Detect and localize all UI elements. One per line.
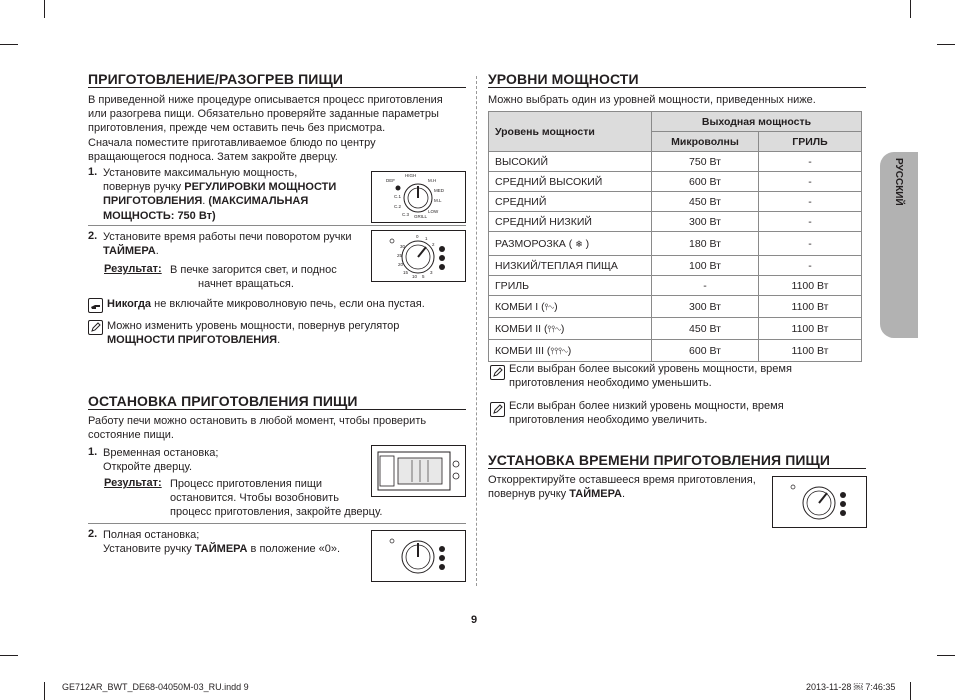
power-change-note [107,319,467,347]
micro-cell: 300 Вт [652,296,759,318]
max-power-note: МОЩНОСТЬ: 750 Вт) [103,209,216,222]
note-text: приготовления необходимо уменьшить. [509,377,712,390]
cooking-title: ПРИГОТОВЛЕНИЕ/РАЗОГРЕВ ПИЩИ [88,71,343,87]
warning-note [107,297,467,311]
timer-line: . [621,488,625,501]
title-rule [88,87,466,88]
table-row [489,232,862,256]
step-text: . [155,245,159,258]
note-text: . [277,334,281,347]
dial-label: M.H [428,178,437,183]
grill-cell: - [759,152,862,172]
level-cell: НИЗКИЙ/ТЕПЛАЯ ПИЩА [489,256,652,276]
stopping-intro [88,414,468,442]
grill-cell: - [759,212,862,232]
header-grill: ГРИЛЬ [759,132,862,152]
crop-mark [910,0,911,18]
level-text: РАЗМОРОЗКА ( [495,237,573,250]
page-number: 9 [471,614,478,626]
timer-text [488,473,768,501]
micro-cell: 300 Вт [652,212,759,232]
result-label: Результат: [104,477,162,489]
timer-knob-name: ТАЙМЕРА [194,543,248,556]
table-row [489,296,862,318]
timer-knob-name: ТАЙМЕРА [103,245,156,258]
grill-cell: 1100 Вт [759,296,862,318]
combi-2-icon: ⫯⫯∿ [547,323,561,334]
step-divider [88,225,466,226]
step-text: Откройте дверцу. [103,461,193,474]
language-tab-label: РУССКИЙ [893,158,904,206]
step-number: 1. [88,166,98,178]
level-cell [489,232,652,256]
step-text: в положение «0». [247,543,341,556]
level-cell [489,318,652,340]
note-pencil-glyph [491,366,504,379]
table-row [489,152,862,172]
step-text: Установите время работы печи поворотом ручки [103,231,352,243]
intro-line: или разогрева пищи. Обязательно проверяйте заданные параметры [88,108,439,121]
grill-cell: 1100 Вт [759,276,862,296]
step-text: Временная остановка; [103,447,219,459]
note-text: Можно изменить уровень мощности, повернув регулятор [107,320,400,332]
dial-label: 3 [430,270,433,275]
level-cell [489,340,652,362]
note-pencil-glyph [491,403,504,416]
timer-dial-figure [371,230,466,282]
step-number: 1. [88,446,98,458]
header-microwave: Микроволны [652,132,759,152]
warning-text: не включайте микроволновую печь, если она пустая. [151,298,425,310]
step-divider [88,523,466,524]
dial-label: MED [434,188,444,193]
intro-line: приготовления, прежде чем оставить печь без присмотра. [88,122,386,135]
timer-dial-illustration [372,531,465,581]
micro-cell: 450 Вт [652,192,759,212]
timer-dial-figure [772,476,867,528]
table-row [489,192,862,212]
title-rule [88,409,466,410]
dial-label: 5 [422,274,425,279]
micro-cell: 180 Вт [652,232,759,256]
cooking-step2 [103,230,368,258]
result-text: Процесс приготовления пищи [170,478,323,490]
micro-cell: 100 Вт [652,256,759,276]
timer-dial-figure [371,530,466,582]
dial-label: 0 [416,234,419,239]
timer-title: УСТАНОВКА ВРЕМЕНИ ПРИГОТОВЛЕНИЯ ПИЩИ [488,452,831,468]
result-label: Результат: [104,263,162,275]
combi-3-icon: ⫯⫯⫯∿ [550,345,568,356]
hand-pointer-glyph [89,299,102,312]
cooking-intro [88,93,468,164]
note-pencil-icon [490,402,505,417]
crop-mark [937,44,955,45]
note-pencil-icon [490,365,505,380]
higher-power-note [509,362,849,390]
power-levels-intro: Можно выбрать один из уровней мощности, приведенных ниже. [488,94,816,106]
dial-label: 15 [403,270,409,275]
table-row [489,276,862,296]
micro-cell: - [652,276,759,296]
dial-label: C.2 [394,204,402,209]
power-levels-title: УРОВНИ МОЩНОСТИ [488,71,639,87]
timer-knob-name: ТАЙМЕРА [569,488,622,501]
level-cell: ВЫСОКИЙ [489,152,652,172]
dial-label: 10 [412,274,418,279]
max-power-note: (МАКСИМАЛЬНАЯ [208,195,309,208]
note-pencil-icon [88,320,103,335]
stopping-step1 [103,446,353,474]
intro-line: состояние пищи. [88,429,174,442]
note-text: Если выбран более высокий уровень мощности, время [509,363,792,375]
cooking-step1 [103,166,368,223]
power-knob-name: ПРИГОТОВЛЕНИЯ [103,195,203,208]
note-pencil-glyph [89,321,102,334]
micro-cell: 750 Вт [652,152,759,172]
intro-line: В приведенной ниже процедуре описывается процесс приготовления [88,94,443,106]
dial-label: M.L [434,198,442,203]
crop-mark [44,682,45,700]
dial-label: DEF [386,178,395,183]
footer-timestamp: 2013-11-28 ￼ 7:46:35 [806,682,896,692]
crop-mark [44,0,45,18]
level-cell [489,296,652,318]
timer-line: повернув ручку [488,488,570,501]
column-divider [476,76,477,586]
combi-1-icon: ⫯∿ [544,301,555,312]
dial-label: 25 [397,253,403,258]
grill-cell: - [759,172,862,192]
level-cell: СРЕДНИЙ ВЫСОКИЙ [489,172,652,192]
table-row [489,256,862,276]
grill-cell: 1100 Вт [759,340,862,362]
result-text: В печке загорится свет, и поднос [170,264,337,276]
power-knob-name: МОЩНОСТИ ПРИГОТОВЛЕНИЯ [107,334,278,347]
warning-bold: Никогда [107,298,152,310]
timer-dial-illustration [773,477,866,527]
crop-mark [0,44,18,45]
micro-cell: 600 Вт [652,340,759,362]
table-row [489,172,862,192]
crop-mark [910,682,911,700]
hand-pointer-icon [88,298,103,313]
defrost-icon: ❄ [575,238,583,249]
micro-cell: 600 Вт [652,172,759,192]
stopping-step2 [103,528,368,556]
lower-power-note [509,399,849,427]
dial-label: C.3 [402,212,410,217]
dial-label: 1 [425,236,428,241]
power-knob-name: РЕГУЛИРОВКИ МОЩНОСТИ [184,181,337,194]
table-row [489,318,862,340]
level-text: ) [560,322,565,335]
step-text: повернув ручку [103,181,185,194]
table-row [489,212,862,232]
grill-cell: - [759,232,862,256]
step-text: Полная остановка; [103,529,200,541]
dial-label: 30 [400,244,406,249]
step-text: Установите ручку [103,543,195,556]
dial-label: HIGH [405,173,417,178]
timer-line: Откорректируйте оставшееся время приготовления, [488,474,756,486]
level-cell: СРЕДНИЙ [489,192,652,212]
dial-label: 20 [398,262,404,267]
open-oven-illustration [372,446,465,496]
micro-cell: 450 Вт [652,318,759,340]
intro-line: вращающегося подноса. Затем закройте дверцу. [88,150,338,163]
dial-label: LOW [428,209,439,214]
level-text: ) [567,344,572,357]
level-text: ) [554,300,558,313]
level-text: КОМБИ I ( [495,300,545,313]
result-text: процесс приготовления, закройте дверцу. [170,506,383,519]
level-text: ) [585,237,590,250]
result-text: начнет вращаться. [198,278,294,291]
grill-cell: - [759,256,862,276]
crop-mark [0,655,18,656]
cooking-step2-result [170,263,370,291]
open-oven-figure [371,445,466,497]
step-number: 2. [88,528,98,540]
level-text: КОМБИ III ( [495,344,551,357]
note-text: Если выбран более низкий уровень мощности, время [509,400,784,412]
footer-file-info: GE712AR_BWT_DE68-04050M-03_RU.indd 9 [62,682,249,692]
note-text: приготовления необходимо увеличить. [509,414,708,427]
dial-label: 2 [432,242,435,247]
power-levels-table [488,111,862,362]
result-text: остановится. Чтобы возобновить [170,492,339,505]
header-output: Выходная мощность [652,112,862,132]
dial-label: C.1 [394,194,402,199]
level-text: КОМБИ II ( [495,322,548,335]
title-rule [488,87,866,88]
step-number: 2. [88,230,98,242]
crop-mark [937,655,955,656]
stopping-title: ОСТАНОВКА ПРИГОТОВЛЕНИЯ ПИЩИ [88,393,358,409]
dial-label: GRILL [414,214,428,219]
level-cell: ГРИЛЬ [489,276,652,296]
title-rule [488,468,866,469]
grill-cell: - [759,192,862,212]
level-cell: СРЕДНИЙ НИЗКИЙ [489,212,652,232]
intro-line: Сначала поместите приготавливаемое блюдо по центру [88,136,376,149]
step-text: . [202,195,209,208]
header-level: Уровень мощности [489,112,652,152]
intro-line: Работу печи можно остановить в любой момент, чтобы проверить [88,415,427,427]
grill-cell: 1100 Вт [759,318,862,340]
table-row [489,340,862,362]
step-text: Установите максимальную мощность, [103,167,298,179]
power-dial-figure [371,171,466,223]
